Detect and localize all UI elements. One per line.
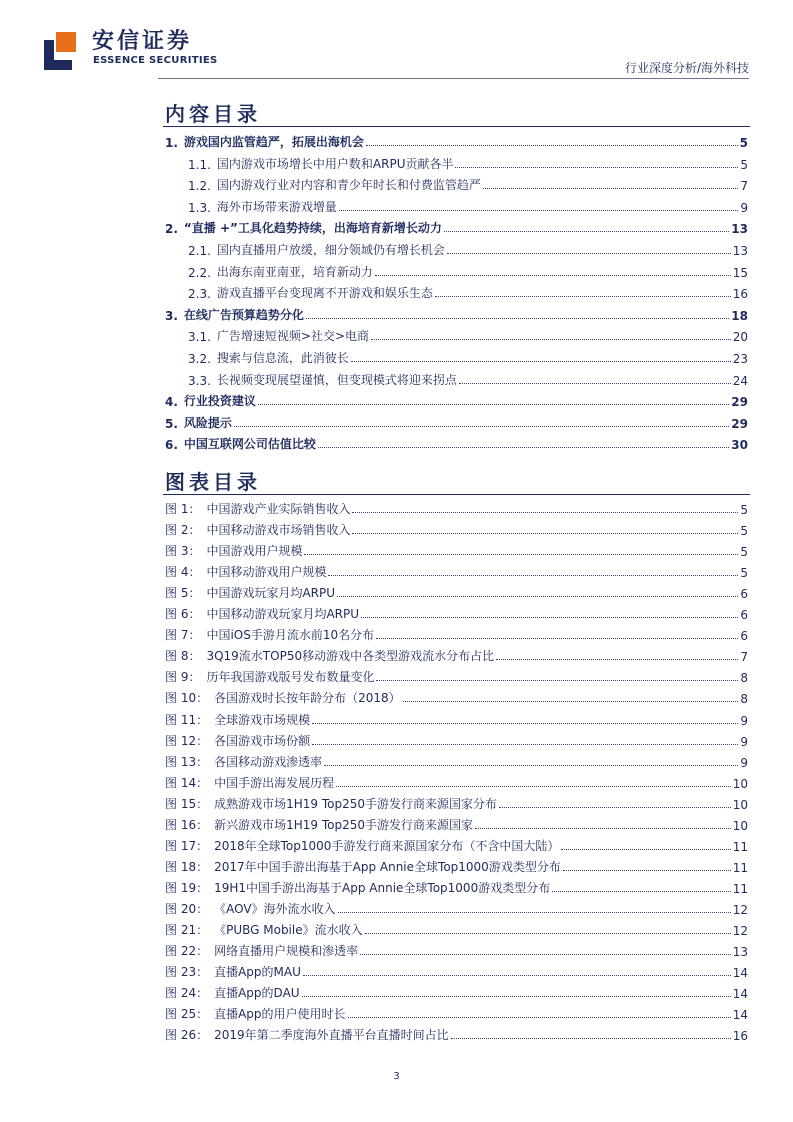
figure-entry-title: 中国iOS手游月流水前10名分布 xyxy=(206,628,375,643)
dot-leader xyxy=(348,1017,731,1018)
dot-leader xyxy=(435,296,731,297)
figure-entry[interactable] xyxy=(165,939,748,959)
figure-entry-title: 中国移动游戏用户规模 xyxy=(206,565,327,580)
dot-leader xyxy=(365,933,731,934)
toc-entry-page: 29 xyxy=(731,416,748,431)
figure-entry-number: 图 12： xyxy=(165,733,209,748)
dot-leader xyxy=(352,512,738,513)
dot-leader xyxy=(371,339,731,340)
figure-entry-title: 19H1中国手游出海基于App Annie全球Top1000游戏类型分布 xyxy=(214,880,551,895)
figure-entry-page: 6 xyxy=(740,629,748,644)
toc-entry-number: 6. xyxy=(165,438,178,453)
figure-entry-number: 图 3： xyxy=(165,544,201,559)
dot-leader xyxy=(451,1038,731,1039)
figure-entry-page: 12 xyxy=(732,902,748,917)
dot-leader xyxy=(475,828,731,829)
figure-entry[interactable] xyxy=(165,539,748,559)
dot-leader xyxy=(303,975,731,976)
figure-entry-number: 图 13： xyxy=(165,754,209,769)
toc-entry-page: 13 xyxy=(732,244,748,258)
figure-entry-title: 2017年中国手游出海基于App Annie全球Top1000游戏类型分布 xyxy=(214,859,561,874)
dot-leader xyxy=(375,275,731,276)
figure-entry[interactable] xyxy=(165,729,748,749)
toc-entry-title: 游戏直播平台变现离不开游戏和娱乐生态 xyxy=(216,286,433,301)
brand-name-cn: 安信证券 xyxy=(92,29,193,54)
figure-entry-number: 图 20： xyxy=(165,901,209,916)
toc-entry-number: 1.1. xyxy=(188,157,211,172)
toc-entry[interactable] xyxy=(0,432,793,452)
figure-entry[interactable] xyxy=(165,497,748,517)
figure-entry-number: 图 21： xyxy=(165,923,209,937)
figure-entry-page: 8 xyxy=(740,671,748,686)
toc-entry-number: 4. xyxy=(165,395,178,410)
toc-entry-number: 1. xyxy=(165,136,178,150)
figure-entry-number: 图 11： xyxy=(165,712,209,727)
figure-entry-title: 成熟游戏市场1H19 Top250手游发行商来源国家分布 xyxy=(214,796,497,811)
figure-entry-page: 5 xyxy=(740,566,748,581)
toc-entry[interactable] xyxy=(0,303,793,323)
figure-entry-page: 9 xyxy=(740,734,748,749)
dot-leader xyxy=(447,253,731,254)
figure-entry-page: 14 xyxy=(732,987,748,1002)
figure-entry[interactable] xyxy=(165,855,748,875)
toc-entry[interactable] xyxy=(0,152,793,172)
figure-entry-page: 6 xyxy=(740,608,748,623)
figure-entry[interactable] xyxy=(165,602,748,622)
figure-entry[interactable] xyxy=(165,897,748,917)
figure-entry-number: 图 16： xyxy=(165,817,209,832)
dot-leader xyxy=(352,533,738,534)
figure-entry-page: 9 xyxy=(740,713,748,728)
dot-leader xyxy=(366,145,738,146)
toc-entry[interactable] xyxy=(0,216,793,236)
figure-entry-title: 全球游戏市场规模 xyxy=(214,712,311,727)
figure-entry-title: 网络直播用户规模和渗透率 xyxy=(214,944,359,959)
figure-entry-title: 中国游戏产业实际销售收入 xyxy=(206,502,351,516)
toc-entry-number: 3.1. xyxy=(188,330,211,345)
figure-entry-number: 图 10： xyxy=(165,691,209,706)
brand-logo-icon xyxy=(44,32,76,70)
toc-entry-number: 1.3. xyxy=(188,200,211,215)
figure-entry-title: 各国移动游戏渗透率 xyxy=(214,754,323,769)
dot-leader xyxy=(324,765,738,766)
figure-entry-page: 5 xyxy=(740,503,748,517)
toc-entry-title: 在线广告预算趋势分化 xyxy=(183,307,304,322)
dot-leader xyxy=(360,954,731,955)
toc-entry-title: 搜索与信息流，此消彼长 xyxy=(216,351,349,365)
dot-leader xyxy=(499,807,731,808)
document-type: 行业深度分析/海外科技 xyxy=(624,61,749,75)
brand-name-en: ESSENCE SECURITIES xyxy=(93,55,218,66)
figure-entry-number: 图 17： xyxy=(165,838,209,853)
toc-entry[interactable] xyxy=(0,260,793,280)
figure-entry-page: 13 xyxy=(732,945,748,960)
figure-entry-title: 中国移动游戏玩家月均ARPU xyxy=(206,607,360,622)
figure-entry[interactable] xyxy=(165,623,748,643)
dot-leader xyxy=(336,786,731,787)
dot-leader xyxy=(376,680,738,681)
dot-leader xyxy=(318,447,729,448)
figure-entry-number: 图 9： xyxy=(165,670,201,685)
figure-entry-title: 直播App的DAU xyxy=(214,986,300,1001)
figure-entry-page: 11 xyxy=(732,881,748,896)
toc-entry[interactable] xyxy=(0,368,793,388)
figure-entry-number: 图 23： xyxy=(165,965,209,980)
figure-entry-number: 图 15： xyxy=(165,796,209,811)
figure-entry[interactable] xyxy=(165,813,748,833)
figure-entry-page: 11 xyxy=(732,860,748,875)
figure-entry[interactable] xyxy=(165,560,748,580)
dot-leader xyxy=(444,231,729,232)
figure-entry[interactable] xyxy=(165,665,748,685)
toc-entry-title: 行业投资建议 xyxy=(183,394,256,409)
figure-entry[interactable] xyxy=(165,708,748,728)
figure-entry-page: 7 xyxy=(740,650,748,665)
toc-entry-title: 风险提示 xyxy=(183,415,232,430)
toc-entry-page: 24 xyxy=(732,373,748,388)
toc-entry-number: 2.1. xyxy=(188,244,211,258)
toc-entry-number: 3. xyxy=(165,308,178,323)
toc-entry[interactable] xyxy=(0,130,793,150)
dot-leader xyxy=(304,554,738,555)
toc-title: 内容目录 xyxy=(165,102,261,126)
toc-title-rule xyxy=(163,126,750,127)
toc-entry-number: 2.3. xyxy=(188,287,211,302)
figure-entry[interactable] xyxy=(165,792,748,812)
figure-entry-page: 16 xyxy=(732,1029,748,1044)
toc-entry-number: 3.2. xyxy=(188,352,211,366)
dot-leader xyxy=(234,426,729,427)
toc-entry-page: 20 xyxy=(732,330,748,345)
figure-entry-page: 5 xyxy=(740,524,748,539)
dot-leader xyxy=(563,870,731,871)
figure-entry-number: 图 25： xyxy=(165,1007,209,1022)
page-number: 3 xyxy=(393,1071,400,1082)
figure-entry-title: 中国游戏用户规模 xyxy=(206,544,303,559)
toc-entry-title: 国内直播用户放缓，细分领域仍有增长机会 xyxy=(216,243,445,257)
figure-entry[interactable] xyxy=(165,918,748,938)
toc-entry-title: 国内游戏行业对内容和青少年时长和付费监管趋严 xyxy=(216,178,481,193)
figure-entry-page: 14 xyxy=(732,1008,748,1023)
toc-entry-page: 9 xyxy=(740,200,748,215)
dot-leader xyxy=(561,849,730,850)
dot-leader xyxy=(403,701,739,702)
toc-entry[interactable] xyxy=(0,195,793,215)
figure-entry[interactable] xyxy=(165,771,748,791)
dot-leader xyxy=(337,596,738,597)
figure-entry-title: 2018年全球Top1000手游发行商来源国家分布（不含中国大陆） xyxy=(214,838,560,853)
toc-entry-number: 5. xyxy=(165,416,178,431)
toc-entry-number: 1.2. xyxy=(188,179,211,194)
figures-title: 图表目录 xyxy=(165,470,261,494)
figure-entry-number: 图 4： xyxy=(165,565,201,580)
toc-entry[interactable] xyxy=(0,346,793,366)
figure-entry-title: 历年我国游戏版号发布数量变化 xyxy=(206,670,375,685)
toc-entry-title: “直播 +”工具化趋势持续，出海培育新增长动力 xyxy=(183,221,442,236)
toc-entry-page: 15 xyxy=(732,265,748,280)
dot-leader xyxy=(302,996,731,997)
toc-entry-page: 5 xyxy=(740,157,748,172)
figure-entry-title: 各国游戏市场份额 xyxy=(214,733,311,748)
figure-entry[interactable] xyxy=(165,518,748,538)
figure-entry-number: 图 19： xyxy=(165,880,209,895)
toc-entry[interactable] xyxy=(0,173,793,193)
figure-entry-page: 14 xyxy=(732,966,748,981)
toc-entry[interactable] xyxy=(0,281,793,301)
dot-leader xyxy=(338,912,731,913)
dot-leader xyxy=(361,617,738,618)
toc-entry[interactable] xyxy=(0,238,793,258)
figure-entry-number: 图 26： xyxy=(165,1028,209,1043)
figure-entry-title: 中国游戏玩家月均ARPU xyxy=(206,586,336,601)
figure-entry[interactable] xyxy=(165,834,748,854)
dot-leader xyxy=(339,210,738,211)
toc-entry-page: 18 xyxy=(731,308,748,323)
figure-entry-number: 图 14： xyxy=(165,775,209,790)
toc-entry-page: 29 xyxy=(731,395,748,410)
figure-entry[interactable] xyxy=(165,1002,748,1022)
figure-entry[interactable] xyxy=(165,876,748,896)
dot-leader xyxy=(459,383,731,384)
toc-entry-page: 16 xyxy=(732,287,748,302)
figure-entry-page: 9 xyxy=(740,755,748,770)
figure-entry-title: 中国移动游戏市场销售收入 xyxy=(206,523,351,538)
figure-entry[interactable] xyxy=(165,1023,748,1043)
dot-leader xyxy=(376,638,738,639)
toc-entry-title: 长视频变现展望谨慎，但变现模式将迎来拐点 xyxy=(216,372,457,387)
figure-entry-page: 10 xyxy=(732,776,748,791)
figure-entry-title: 新兴游戏市场1H19 Top250手游发行商来源国家 xyxy=(214,817,473,832)
figure-entry-number: 图 5： xyxy=(165,586,201,601)
figure-entry-title: 《AOV》海外流水收入 xyxy=(214,901,336,916)
figures-title-rule xyxy=(163,494,750,495)
figure-entry-number: 图 1： xyxy=(165,502,201,516)
dot-leader xyxy=(552,891,731,892)
figure-entry-number: 图 2： xyxy=(165,523,201,538)
toc-entry-page: 23 xyxy=(732,352,748,366)
figure-entry-title: 《PUBG Mobile》流水收入 xyxy=(214,923,363,937)
toc-entry-number: 2. xyxy=(165,222,178,237)
toc-entry-title: 中国互联网公司估值比较 xyxy=(183,437,316,452)
figure-entry-number: 图 18： xyxy=(165,859,209,874)
toc-entry-title: 国内游戏市场增长中用户数和ARPU贡献各半 xyxy=(216,156,454,171)
figure-entry[interactable] xyxy=(165,686,748,706)
figure-entry[interactable] xyxy=(165,960,748,980)
figure-entry[interactable] xyxy=(165,750,748,770)
figure-entry-title: 直播App的用户使用时长 xyxy=(214,1007,346,1022)
figure-entry-number: 图 6： xyxy=(165,607,201,622)
figure-entry[interactable] xyxy=(165,581,748,601)
figure-entry-title: 直播App的MAU xyxy=(214,965,301,980)
toc-entry[interactable] xyxy=(0,411,793,431)
figure-entry-page: 10 xyxy=(732,797,748,812)
figure-entry-title: 2019年第二季度海外直播平台直播时间占比 xyxy=(214,1028,449,1043)
toc-entry-number: 2.2. xyxy=(188,265,211,280)
figure-entry-page: 12 xyxy=(732,924,748,938)
dot-leader xyxy=(258,404,729,405)
figure-entry-page: 8 xyxy=(740,692,748,707)
figure-entry-number: 图 22： xyxy=(165,944,209,959)
dot-leader xyxy=(312,723,738,724)
figure-entry-page: 6 xyxy=(740,587,748,602)
toc-entry-number: 3.3. xyxy=(188,373,211,388)
figure-entry-page: 10 xyxy=(732,818,748,833)
dot-leader xyxy=(496,659,738,660)
figure-entry-title: 3Q19流水TOP50移动游戏中各类型游戏流水分布占比 xyxy=(206,649,495,664)
toc-entry[interactable] xyxy=(0,324,793,344)
figure-entry-number: 图 24： xyxy=(165,986,209,1001)
page-header xyxy=(0,0,793,80)
toc-entry-title: 海外市场带来游戏增量 xyxy=(216,199,337,214)
dot-leader xyxy=(483,188,738,189)
figure-entry-title: 各国游戏时长按年龄分布（2018） xyxy=(214,691,401,706)
toc-entry-page: 7 xyxy=(740,179,748,194)
figure-entry[interactable] xyxy=(165,981,748,1001)
dot-leader xyxy=(306,318,729,319)
toc-entry-page: 30 xyxy=(731,438,748,453)
toc-entry-title: 游戏国内监管趋严，拓展出海机会 xyxy=(183,135,364,149)
toc-entry-title: 出海东南亚南亚，培育新动力 xyxy=(216,264,373,279)
dot-leader xyxy=(455,167,738,168)
figure-entry-page: 5 xyxy=(740,545,748,560)
toc-entry[interactable] xyxy=(0,389,793,409)
figure-entry[interactable] xyxy=(165,644,748,664)
toc-entry-page: 13 xyxy=(731,222,748,237)
figure-entry-page: 11 xyxy=(732,839,748,854)
toc-entry-title: 广告增速短视频>社交>电商 xyxy=(216,329,370,344)
figure-entry-number: 图 7： xyxy=(165,628,201,643)
figure-entry-title: 中国手游出海发展历程 xyxy=(214,775,335,790)
dot-leader xyxy=(312,744,738,745)
header-divider xyxy=(158,78,749,79)
figure-entry-number: 图 8： xyxy=(165,649,201,664)
toc-entry-page: 5 xyxy=(739,136,748,150)
dot-leader xyxy=(351,361,731,362)
dot-leader xyxy=(328,575,738,576)
